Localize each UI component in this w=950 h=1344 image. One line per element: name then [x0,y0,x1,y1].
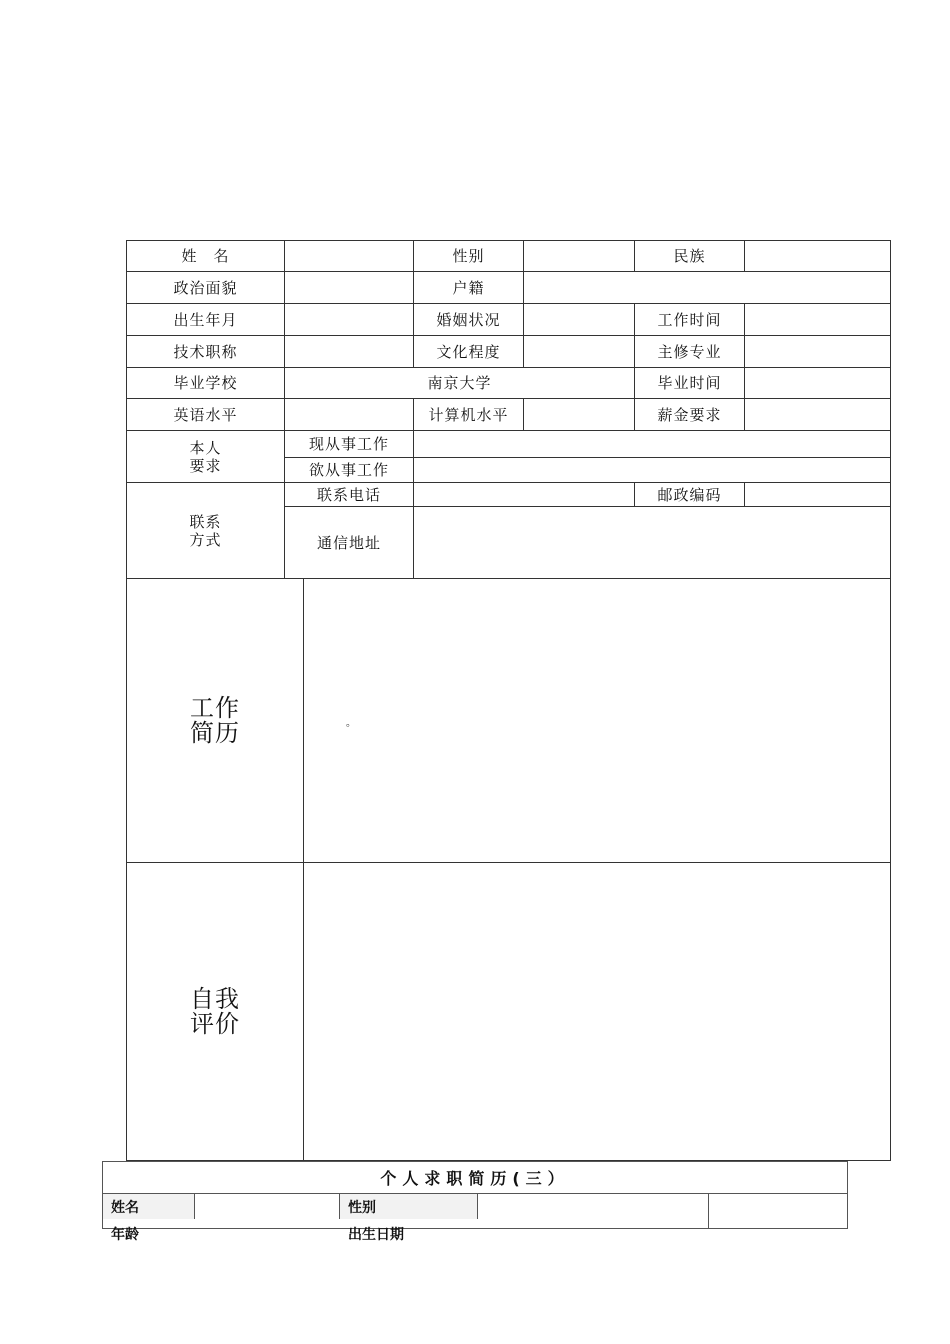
gender-label: 性别 [413,240,524,272]
self-eval-label: 自我 评价 [126,862,304,1161]
education-label: 文化程度 [413,335,524,368]
current-job-field[interactable] [413,430,891,458]
gender-field[interactable] [523,240,635,272]
self-eval-field[interactable] [303,862,891,1161]
english-field[interactable] [284,398,414,431]
form2-gender-label: 性别 [339,1193,478,1220]
form2-gender-field[interactable] [477,1193,709,1220]
birth-field[interactable] [284,303,414,336]
form2-photo-field[interactable] [708,1193,848,1229]
desired-job-label: 欲从事工作 [284,457,414,483]
political-label: 政治面貌 [126,271,285,304]
major-label: 主修专业 [634,335,745,368]
work-history-text: 。 [346,718,356,729]
ethnicity-label: 民族 [634,240,745,272]
salary-label: 薪金要求 [634,398,745,431]
birth-label: 出生年月 [126,303,285,336]
tech-title-label: 技术职称 [126,335,285,368]
requirements-label: 本人 要求 [126,430,285,483]
work-history-label: 工作 简历 [126,578,304,863]
worktime-label: 工作时间 [634,303,745,336]
ethnicity-field[interactable] [744,240,891,272]
form2-name-field[interactable] [194,1193,340,1220]
form2-row2-strip [102,1219,709,1229]
form2-title: 个人求职简历(三） [102,1161,848,1194]
contact-label: 联系 方式 [126,482,285,579]
address-field[interactable] [413,506,891,579]
work-history-field[interactable] [303,578,891,863]
tech-title-field[interactable] [284,335,414,368]
school-label: 毕业学校 [126,367,285,399]
household-label: 户籍 [413,271,524,304]
computer-field[interactable] [523,398,635,431]
postcode-label: 邮政编码 [634,482,745,507]
household-field[interactable] [523,271,891,304]
form2-age-label: 年龄 [111,1227,139,1243]
major-field[interactable] [744,335,891,368]
worktime-field[interactable] [744,303,891,336]
name-label: 姓 名 [126,240,285,272]
marital-field[interactable] [523,303,635,336]
form2-name-label: 姓名 [102,1193,195,1220]
phone-field[interactable] [413,482,635,507]
school-value[interactable]: 南京大学 [284,367,635,399]
name-field[interactable] [284,240,414,272]
address-label: 通信地址 [284,506,414,579]
desired-job-field[interactable] [413,457,891,483]
current-job-label: 现从事工作 [284,430,414,458]
gradtime-field[interactable] [744,367,891,399]
phone-label: 联系电话 [284,482,414,507]
english-label: 英语水平 [126,398,285,431]
gradtime-label: 毕业时间 [634,367,745,399]
postcode-field[interactable] [744,482,891,507]
education-field[interactable] [523,335,635,368]
marital-label: 婚姻状况 [413,303,524,336]
political-field[interactable] [284,271,414,304]
computer-label: 计算机水平 [413,398,524,431]
salary-field[interactable] [744,398,891,431]
form2-birthdate-label: 出生日期 [348,1227,404,1243]
